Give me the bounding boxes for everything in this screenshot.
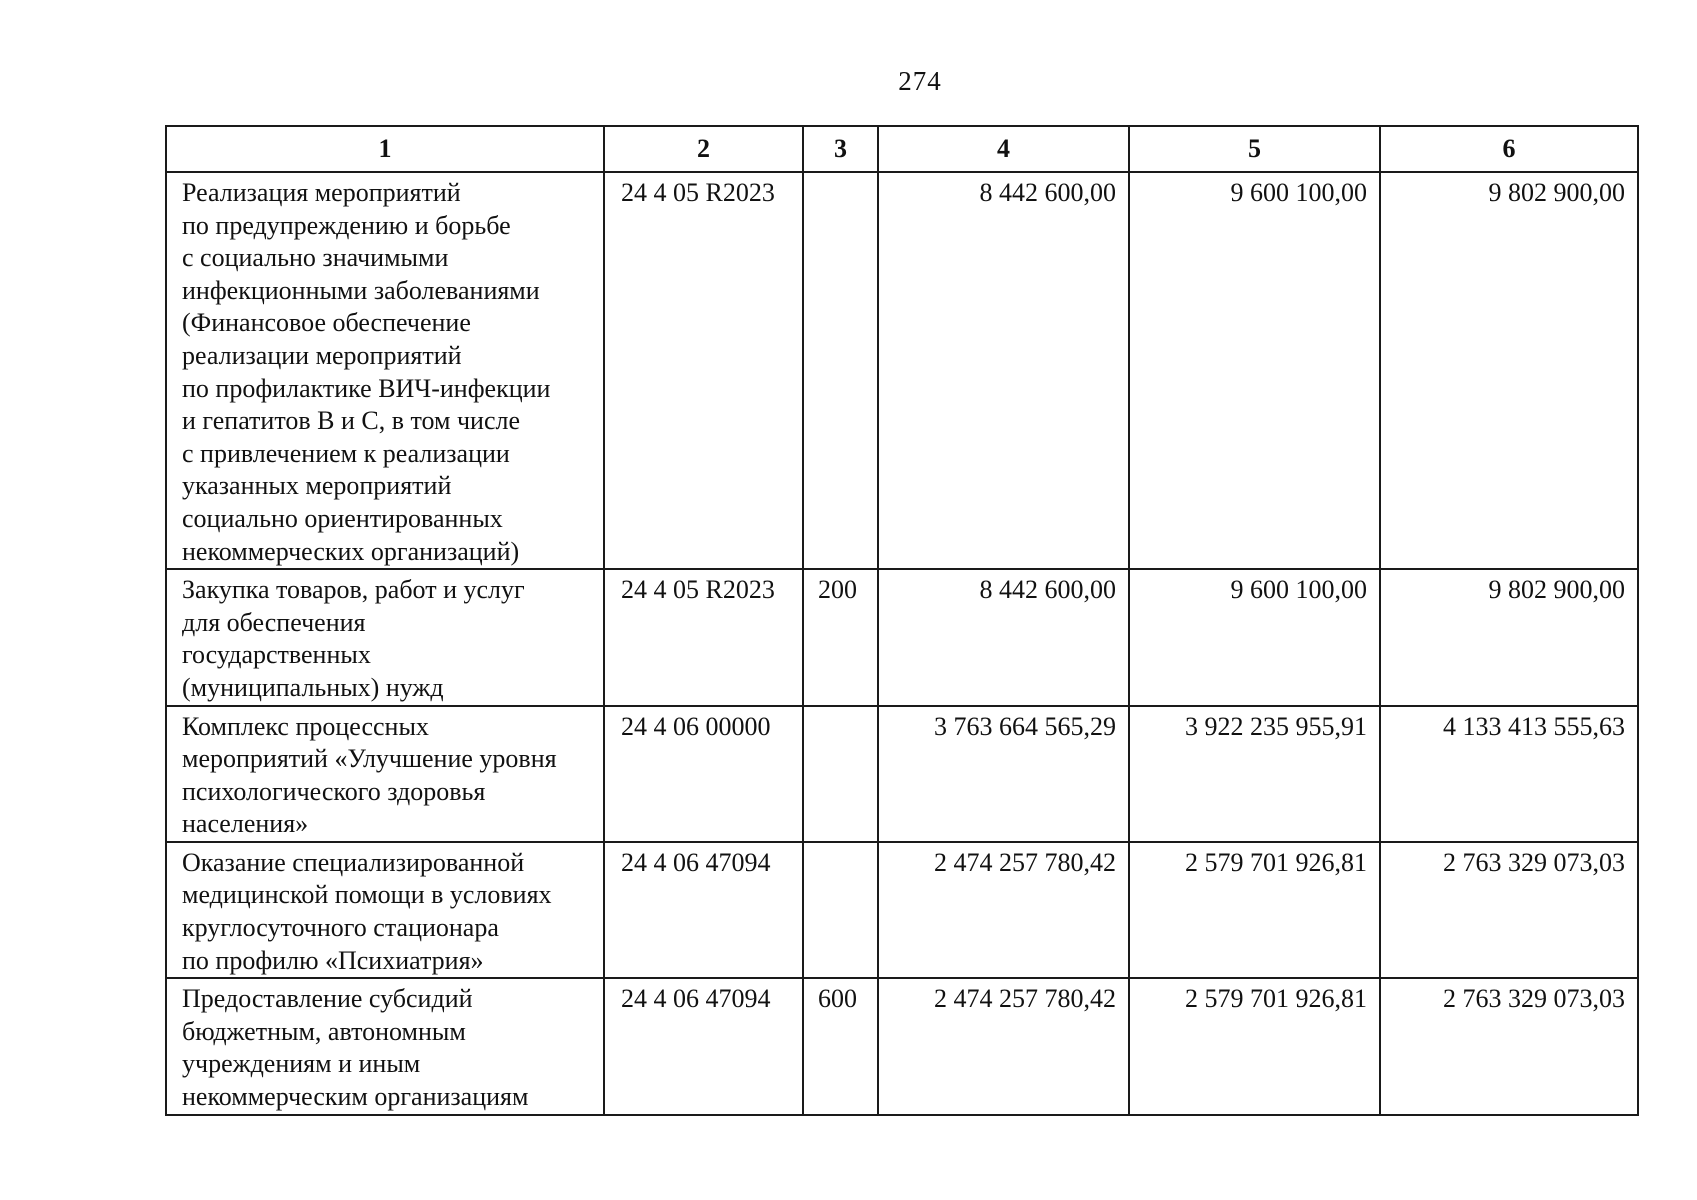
row-description: Реализация мероприятий по предупреждению и борьбе с социально значимыми инфекционными заболеваниями (Финансовое обеспечение реализации мероприятий по профилактике ВИЧ-инфекции и гепатитов B и C, в том числе с привлечением к реализации указанных мероприятий социально ориентированных некоммерческих организаций) [166, 172, 604, 569]
row-code: 24 4 05 R2023 [604, 172, 803, 569]
table-row [166, 172, 1638, 569]
row-description: Комплекс процессных мероприятий «Улучшение уровня психологического здоровья населения» [166, 706, 604, 842]
table-row [166, 842, 1638, 978]
budget-table [165, 125, 1639, 1116]
row-amount-6: 2 763 329 073,03 [1380, 978, 1638, 1114]
row-amount-6: 2 763 329 073,03 [1380, 842, 1638, 978]
row-amount-5: 9 600 100,00 [1129, 172, 1380, 569]
row-type: 200 [803, 569, 878, 705]
row-amount-4: 8 442 600,00 [878, 569, 1129, 705]
row-amount-5: 3 922 235 955,91 [1129, 706, 1380, 842]
table-header-row [166, 126, 1638, 172]
row-code: 24 4 06 00000 [604, 706, 803, 842]
row-amount-6: 9 802 900,00 [1380, 569, 1638, 705]
column-header-5: 5 [1129, 126, 1380, 172]
row-amount-6: 9 802 900,00 [1380, 172, 1638, 569]
column-header-6: 6 [1380, 126, 1638, 172]
row-code: 24 4 06 47094 [604, 978, 803, 1114]
row-type [803, 842, 878, 978]
row-type [803, 172, 878, 569]
table-row [166, 978, 1638, 1114]
row-type: 600 [803, 978, 878, 1114]
column-header-1: 1 [166, 126, 604, 172]
row-amount-5: 2 579 701 926,81 [1129, 978, 1380, 1114]
row-amount-4: 2 474 257 780,42 [878, 842, 1129, 978]
row-description: Предоставление субсидий бюджетным, автономным учреждениям и иным некоммерческим организациям [166, 978, 604, 1114]
row-amount-6: 4 133 413 555,63 [1380, 706, 1638, 842]
row-type [803, 706, 878, 842]
row-amount-4: 3 763 664 565,29 [878, 706, 1129, 842]
page-number: 274 [898, 66, 942, 96]
column-header-3: 3 [803, 126, 878, 172]
row-code: 24 4 06 47094 [604, 842, 803, 978]
row-description: Оказание специализированной медицинской помощи в условиях круглосуточного стационара по профилю «Психиатрия» [166, 842, 604, 978]
row-description: Закупка товаров, работ и услуг для обеспечения государственных (муниципальных) нужд [166, 569, 604, 705]
row-amount-5: 9 600 100,00 [1129, 569, 1380, 705]
row-amount-5: 2 579 701 926,81 [1129, 842, 1380, 978]
table-row [166, 569, 1638, 705]
column-header-2: 2 [604, 126, 803, 172]
row-amount-4: 8 442 600,00 [878, 172, 1129, 569]
table-row [166, 706, 1638, 842]
row-code: 24 4 05 R2023 [604, 569, 803, 705]
column-header-4: 4 [878, 126, 1129, 172]
row-amount-4: 2 474 257 780,42 [878, 978, 1129, 1114]
